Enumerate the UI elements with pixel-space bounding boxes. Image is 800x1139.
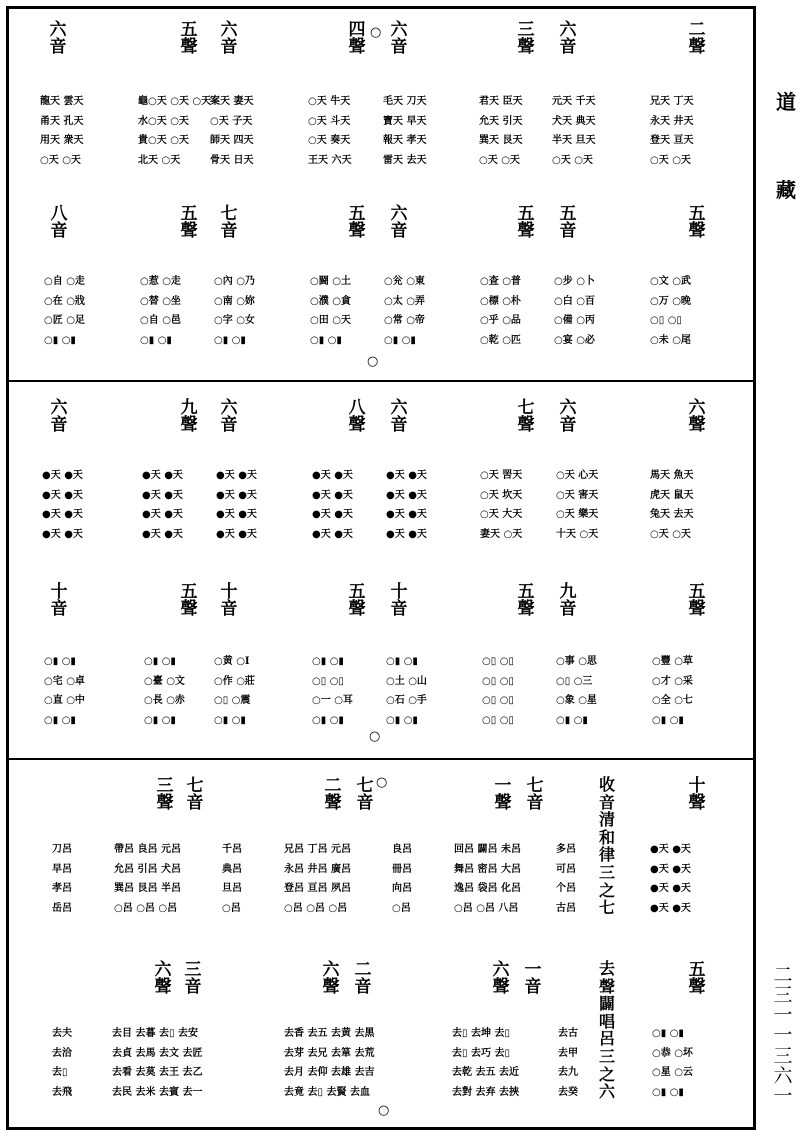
row-line: 登呂 亘呂 夙呂 [284,883,351,894]
row-line: ○濮 ○貪 [310,295,351,307]
row-block-c4 [284,840,351,918]
header-28: 五聲 [348,582,366,620]
row-line: ○万 ○晚 [650,295,691,307]
header-43: 二音 [354,960,372,998]
row-line: 岳呂 [52,902,72,914]
row-line: ○天 ○天 [479,154,520,166]
row-line: ○▮ ○▮ [144,714,176,726]
row-line: 去貞 去馬 去文 去匠 [112,1047,203,1059]
row-line: ○天 大天 [480,509,523,520]
row-line: ○作 ○莊 [214,675,255,687]
row-block-o [554,272,595,350]
row-block-d3 [284,1024,374,1102]
row-line: 貴○天 ○天 [138,135,189,146]
row-line: ●天 ●天 [386,528,427,540]
row-line: 向呂 [392,883,412,894]
row-line: 報天 孝天 [383,135,427,146]
row-line: ●天 ●天 [312,489,353,501]
row-line: ○常 ○帝 [384,315,425,326]
row-line: 永呂 井呂 廣呂 [284,863,351,875]
row-line: ○▮ ○▮ [144,656,176,667]
row-block-d6 [652,1024,693,1102]
row-line: ○長 ○赤 [144,695,185,706]
row-block-c6 [454,840,521,918]
header-36: 七音 [356,776,374,814]
header-35: 二聲 [324,776,342,814]
row-line: 去芽 去兄 去箪 去荒 [284,1047,375,1059]
row-line: 可呂 [556,863,576,875]
row-line: 去目 去暮 去▯ 去安 [112,1028,198,1039]
row-line: 千呂 [222,844,242,855]
row-block-d [308,92,351,170]
row-block-c2 [114,840,181,918]
header-17: 六音 [50,398,68,436]
row-line: ○▮ ○▮ [652,1028,684,1039]
row-line: ○在 ○戕 [44,295,85,307]
row-line: ●天 ●天 [216,470,257,481]
row-line: ●天 ●天 [216,509,257,520]
row-line: 北天 ○天 [138,154,181,166]
row-line: 去月 去仰 去雄 去吉 [284,1067,375,1078]
row-line: ●天 ●天 [386,509,427,520]
row-block-r [480,466,522,544]
row-line: ○天 ○天 [650,154,691,166]
page-number-text: 二三一一三六一 [773,964,793,1107]
header-2: 五聲 [180,20,198,58]
row-line: ○▮ ○▮ [652,714,684,726]
row-line: ○天 牛天 [308,96,351,107]
row-line: ○匠 ○足 [44,315,85,326]
row-line: ●天 ●天 [142,470,183,481]
row-block-p [650,272,691,350]
row-line: 登天 亘天 [650,135,694,146]
row-block-w [214,652,255,730]
row-line: 元天 千天 [552,96,596,107]
divider-1 [9,380,753,382]
row-line: ○▮ ○▮ [214,334,246,346]
row-line: 去民 去米 去賓 去一 [112,1086,203,1098]
row-line: ○天 害天 [556,489,599,501]
row-line: 刀呂 [52,844,72,855]
row-line: ●天 ●天 [216,489,257,501]
header-21: 六音 [390,398,408,436]
row-line: ○象 ○星 [556,695,597,706]
header-42: 六聲 [322,960,340,998]
row-line: ○乾 ○匹 [480,334,521,346]
row-line: ●天 ●天 [216,528,257,540]
row-block-aa [556,652,597,730]
row-line: ○天 子天 [210,115,253,127]
row-line: ●天 ●天 [650,902,691,914]
header-38: 七音 [526,776,544,814]
row-block-q5 [386,466,427,544]
row-block-d4 [452,1024,519,1102]
row-line: ○天 坎天 [480,489,523,501]
row-line: 去夫 [52,1028,72,1039]
row-line: ○臺 ○文 [144,675,185,687]
header-29: 十音 [390,582,408,620]
row-line: 犬天 典天 [552,115,596,127]
row-line: ○天 ○天 [40,154,81,166]
row-block-d5 [558,1024,578,1102]
row-line: ●天 ●天 [142,509,183,520]
row-line: ○▮ ○▮ [312,714,344,726]
row-line: ○天 ○天 [650,528,691,540]
row-line: 多呂 [556,844,576,855]
row-line: 兄天 丁天 [650,96,694,107]
row-line: ○▯ ○三 [556,675,593,687]
row-line: ○闘 ○土 [310,276,351,287]
row-line: ○▮ ○▮ [140,334,172,346]
row-line: 雷天 去天 [383,154,427,166]
header-18: 九聲 [180,398,198,436]
header-14: 五聲 [517,204,535,242]
row-line: ○星 ○云 [652,1067,693,1078]
row-line: ○天 罟天 [480,470,523,481]
row-block-a [40,92,83,170]
row-block-i [44,272,85,350]
row-line: ○▮ ○▮ [44,334,76,346]
row-line: ○▯ ○▯ [482,695,514,706]
row-line: ○太 ○弄 [384,295,425,307]
row-line: 巽天 艮天 [479,135,523,146]
circle-mark: ○ [376,775,388,790]
row-line: ○白 ○百 [554,295,595,307]
row-line: ○呂 ○呂 ○呂 [284,902,348,914]
row-line: 案天 妻天 [210,96,254,107]
row-line: 去▯ 去坤 去▯ [452,1028,510,1039]
row-line: 冊呂 [392,863,412,875]
row-block-q3 [216,466,257,544]
row-line: ○▯ ○▯ [482,675,514,687]
row-line: ○▮ ○▮ [44,656,76,667]
row-line: ●天 ●天 [650,863,691,875]
row-block-j [140,272,181,350]
row-line: 龜○天 ○天 ○天 [138,96,212,107]
row-line: 早呂 [52,863,72,875]
row-line: 去癸 [558,1086,578,1098]
row-block-e [383,92,426,170]
margin-title-1: 道 [776,90,796,114]
row-line: ●天 ●天 [42,528,83,540]
divider-2 [9,758,753,760]
header-3: 六音 [220,20,238,58]
header-11: 七音 [220,204,238,242]
row-line: 永天 井天 [650,115,694,127]
row-line: 去對 去弃 去挾 [452,1086,519,1098]
header-40: 六聲 [154,960,172,998]
row-line: 去乾 去五 去近 [452,1067,519,1078]
row-line: ●天 ●天 [650,883,691,894]
row-line: ○替 ○坐 [140,295,181,307]
row-line: ○▮ ○▮ [556,714,588,726]
row-line: ○自 ○邑 [140,315,181,326]
row-line: ○宴 ○必 [554,334,595,346]
row-block-y [386,652,427,730]
row-block-t [650,466,693,544]
row-line: 甬天 孔天 [40,115,84,127]
row-line: 良呂 [392,844,412,855]
row-line: ●天 ●天 [650,844,691,855]
row-line: ●天 ●天 [386,470,427,481]
row-line: 去香 去五 去黄 去黑 [284,1028,375,1039]
row-line: ○▯ ○▯ [482,656,514,667]
row-block-q2 [142,466,183,544]
header-7: 六音 [559,20,577,58]
row-line: ○▯ ○震 [214,695,251,706]
row-line: ○呂 [222,902,241,914]
circle-mark: ○ [367,354,379,369]
row-block-v [144,652,185,730]
row-line: 允天 引天 [479,115,523,127]
header-10: 五聲 [180,204,198,242]
row-block-q1 [42,466,83,544]
row-line: ○▮ ○▮ [384,334,416,346]
row-line: 去竟 去▯ 去賢 去血 [284,1086,370,1098]
row-line: ●天 ●天 [312,528,353,540]
row-block-d2 [112,1024,202,1102]
row-line: 去九 [558,1067,578,1078]
row-line: ●天 ●天 [142,528,183,540]
header-12: 五聲 [348,204,366,242]
row-line: ○土 ○山 [386,675,427,687]
row-line: 君天 臣天 [479,96,523,107]
row-line: 舞呂 密呂 大呂 [454,863,521,875]
row-line: 去洽 [52,1047,72,1059]
row-line: ○直 ○中 [44,695,85,706]
row-line: ○天 心天 [556,470,599,481]
row-line: ○▮ ○▮ [310,334,342,346]
row-line: ○備 ○丙 [554,315,595,326]
row-line: ○天 斗天 [308,115,351,127]
header-13: 六音 [390,204,408,242]
row-block-l [310,272,351,350]
vertical-title-1: 收音清和律三之七 [598,775,615,918]
row-block-c3 [222,840,242,918]
row-block-m [384,272,425,350]
row-line: 去▯ 去巧 去▯ [452,1047,510,1059]
row-line: ○田 ○天 [310,315,351,326]
header-34: 七音 [186,776,204,814]
header-1: 六音 [49,20,67,58]
row-block-f [479,92,522,170]
row-line: 妻天 ○天 [480,528,523,540]
row-line: 馬天 魚天 [650,470,694,481]
header-30: 五聲 [517,582,535,620]
row-line: ●天 ●天 [42,509,83,520]
row-block-c [210,92,253,170]
row-line: 逸呂 袋呂 化呂 [454,883,521,894]
header-37: 一聲 [494,776,512,814]
header-39: 十聲 [688,776,706,814]
row-line: ○宅 ○卓 [44,675,85,687]
header-5: 六音 [390,20,408,58]
row-line: ○全 ○七 [652,695,693,706]
row-line: 去飛 [52,1086,72,1098]
row-line: ○豐 ○草 [652,656,693,667]
row-block-k [214,272,255,350]
row-line: 王天 六天 [308,154,352,166]
vertical-title-2: 去聲闢唱呂三之六 [598,959,615,1102]
row-line: 半天 旦天 [552,135,596,146]
row-line: 巽呂 艮呂 半呂 [114,883,181,894]
row-block-d1 [52,1024,72,1102]
row-line: ●天 ●天 [386,489,427,501]
row-line: ○呂 [392,902,411,914]
row-line: ○乎 ○品 [480,315,521,326]
row-line: 帶呂 良呂 元呂 [114,844,181,855]
row-block-n [480,272,521,350]
header-8: 二聲 [688,20,706,58]
row-line: 兄呂 丁呂 元呂 [284,844,351,855]
row-block-z [482,652,514,730]
row-line: ●天 ●天 [142,489,183,501]
header-19: 六音 [220,398,238,436]
circle-mark: ○ [370,25,382,40]
header-46: 五聲 [688,960,706,998]
row-line: 孝呂 [52,883,72,894]
row-line: ○文 ○武 [650,276,691,287]
row-line: ○▯ ○▯ [312,675,344,687]
row-block-u [44,652,85,730]
row-line: ○天 ○天 [552,154,593,166]
header-15: 五音 [559,204,577,242]
row-line: ○標 ○朴 [480,295,521,307]
row-line: 毛天 刀天 [383,96,427,107]
row-line: 旦呂 [222,883,242,894]
row-block-x [312,652,353,730]
circle-mark: ○ [378,1103,390,1118]
header-24: 六聲 [688,398,706,436]
row-block-b [138,92,211,170]
header-25: 十音 [50,582,68,620]
circle-mark: ○ [369,729,381,744]
row-line: ○步 ○卜 [554,276,595,287]
row-line: ○一 ○耳 [312,695,353,706]
row-line: 水○天 ○天 [138,115,189,127]
header-27: 十音 [220,582,238,620]
row-line: 允呂 引呂 犬呂 [114,863,181,875]
header-26: 五聲 [180,582,198,620]
header-4: 四聲 [348,20,366,58]
row-line: 骨天 日天 [210,154,254,166]
row-line: 虎天 鼠天 [650,489,694,501]
row-line: ○惹 ○走 [140,276,181,287]
row-line: ○未 ○尾 [650,334,691,346]
row-line: ○呂 ○呂 八呂 [454,902,519,914]
row-line: ○▯ ○▯ [482,714,514,726]
row-block-g [552,92,595,170]
row-line: 龍天 雲天 [40,96,84,107]
row-line: ●天 ●天 [42,470,83,481]
row-line: ○石 ○手 [386,695,427,706]
header-23: 六音 [559,398,577,436]
row-block-c8 [650,840,691,918]
row-block-h [650,92,693,170]
row-line: ○▮ ○▮ [312,656,344,667]
page-frame [6,6,756,1130]
header-16: 五聲 [688,204,706,242]
row-line: ○黄 ○Ⅰ [214,656,250,667]
header-9: 八音 [50,204,68,242]
header-45: 一音 [524,960,542,998]
row-line: ○事 ○思 [556,656,597,667]
header-6: 三聲 [517,20,535,58]
header-44: 六聲 [492,960,510,998]
row-line: 去▯ [52,1067,68,1078]
row-line: ○才 ○采 [652,675,693,687]
row-line: ○呂 ○呂 ○呂 [114,902,178,914]
row-line: ○▮ ○▮ [214,714,246,726]
row-line: ○自 ○走 [44,276,85,287]
row-line: 兔天 去天 [650,509,694,520]
margin-title-2: 藏 [776,178,796,202]
row-line: ●天 ●天 [42,489,83,501]
row-line: ○▮ ○▮ [386,656,418,667]
row-block-c5 [392,840,412,918]
row-line: ○字 ○女 [214,315,255,326]
row-block-s [556,466,598,544]
row-line: ○▮ ○▮ [44,714,76,726]
row-line: 典呂 [222,863,242,875]
row-line: ●天 ●天 [312,509,353,520]
row-line: ○▮ ○▮ [386,714,418,726]
row-line: ○▮ ○▮ [652,1086,684,1098]
row-block-bb [652,652,693,730]
header-22: 七聲 [517,398,535,436]
row-line: 去甲 [558,1047,578,1059]
row-line: 古呂 [556,902,576,914]
row-line: ○內 ○乃 [214,276,255,287]
row-line: ●天 ●天 [312,470,353,481]
header-41: 三音 [184,960,202,998]
header-32: 五聲 [688,582,706,620]
row-line: ○兊 ○東 [384,276,425,287]
row-line: 去古 [558,1028,578,1039]
row-block-c1 [52,840,72,918]
header-31: 九音 [559,582,577,620]
row-line: 个呂 [556,883,576,894]
row-line: 寶天 早天 [383,115,427,127]
page-number [772,965,794,1106]
row-line: 十天 ○天 [556,528,599,540]
row-line: ○查 ○普 [480,276,521,287]
header-20: 八聲 [348,398,366,436]
row-line: ○天 樂天 [556,509,599,520]
row-line: ○南 ○妳 [214,295,255,307]
row-block-c7 [556,840,576,918]
row-line: 用天 衆天 [40,135,84,146]
row-line: ○天 奏天 [308,135,351,146]
row-line: ○▯ ○▯ [650,315,682,326]
row-line: 師天 四天 [210,135,254,146]
row-line: 去看 去莫 去王 去乙 [112,1067,203,1078]
header-33: 三聲 [156,776,174,814]
row-block-q4 [312,466,353,544]
row-line: 回呂 闢呂 未呂 [454,844,521,855]
row-line: ○恭 ○坏 [652,1047,693,1059]
